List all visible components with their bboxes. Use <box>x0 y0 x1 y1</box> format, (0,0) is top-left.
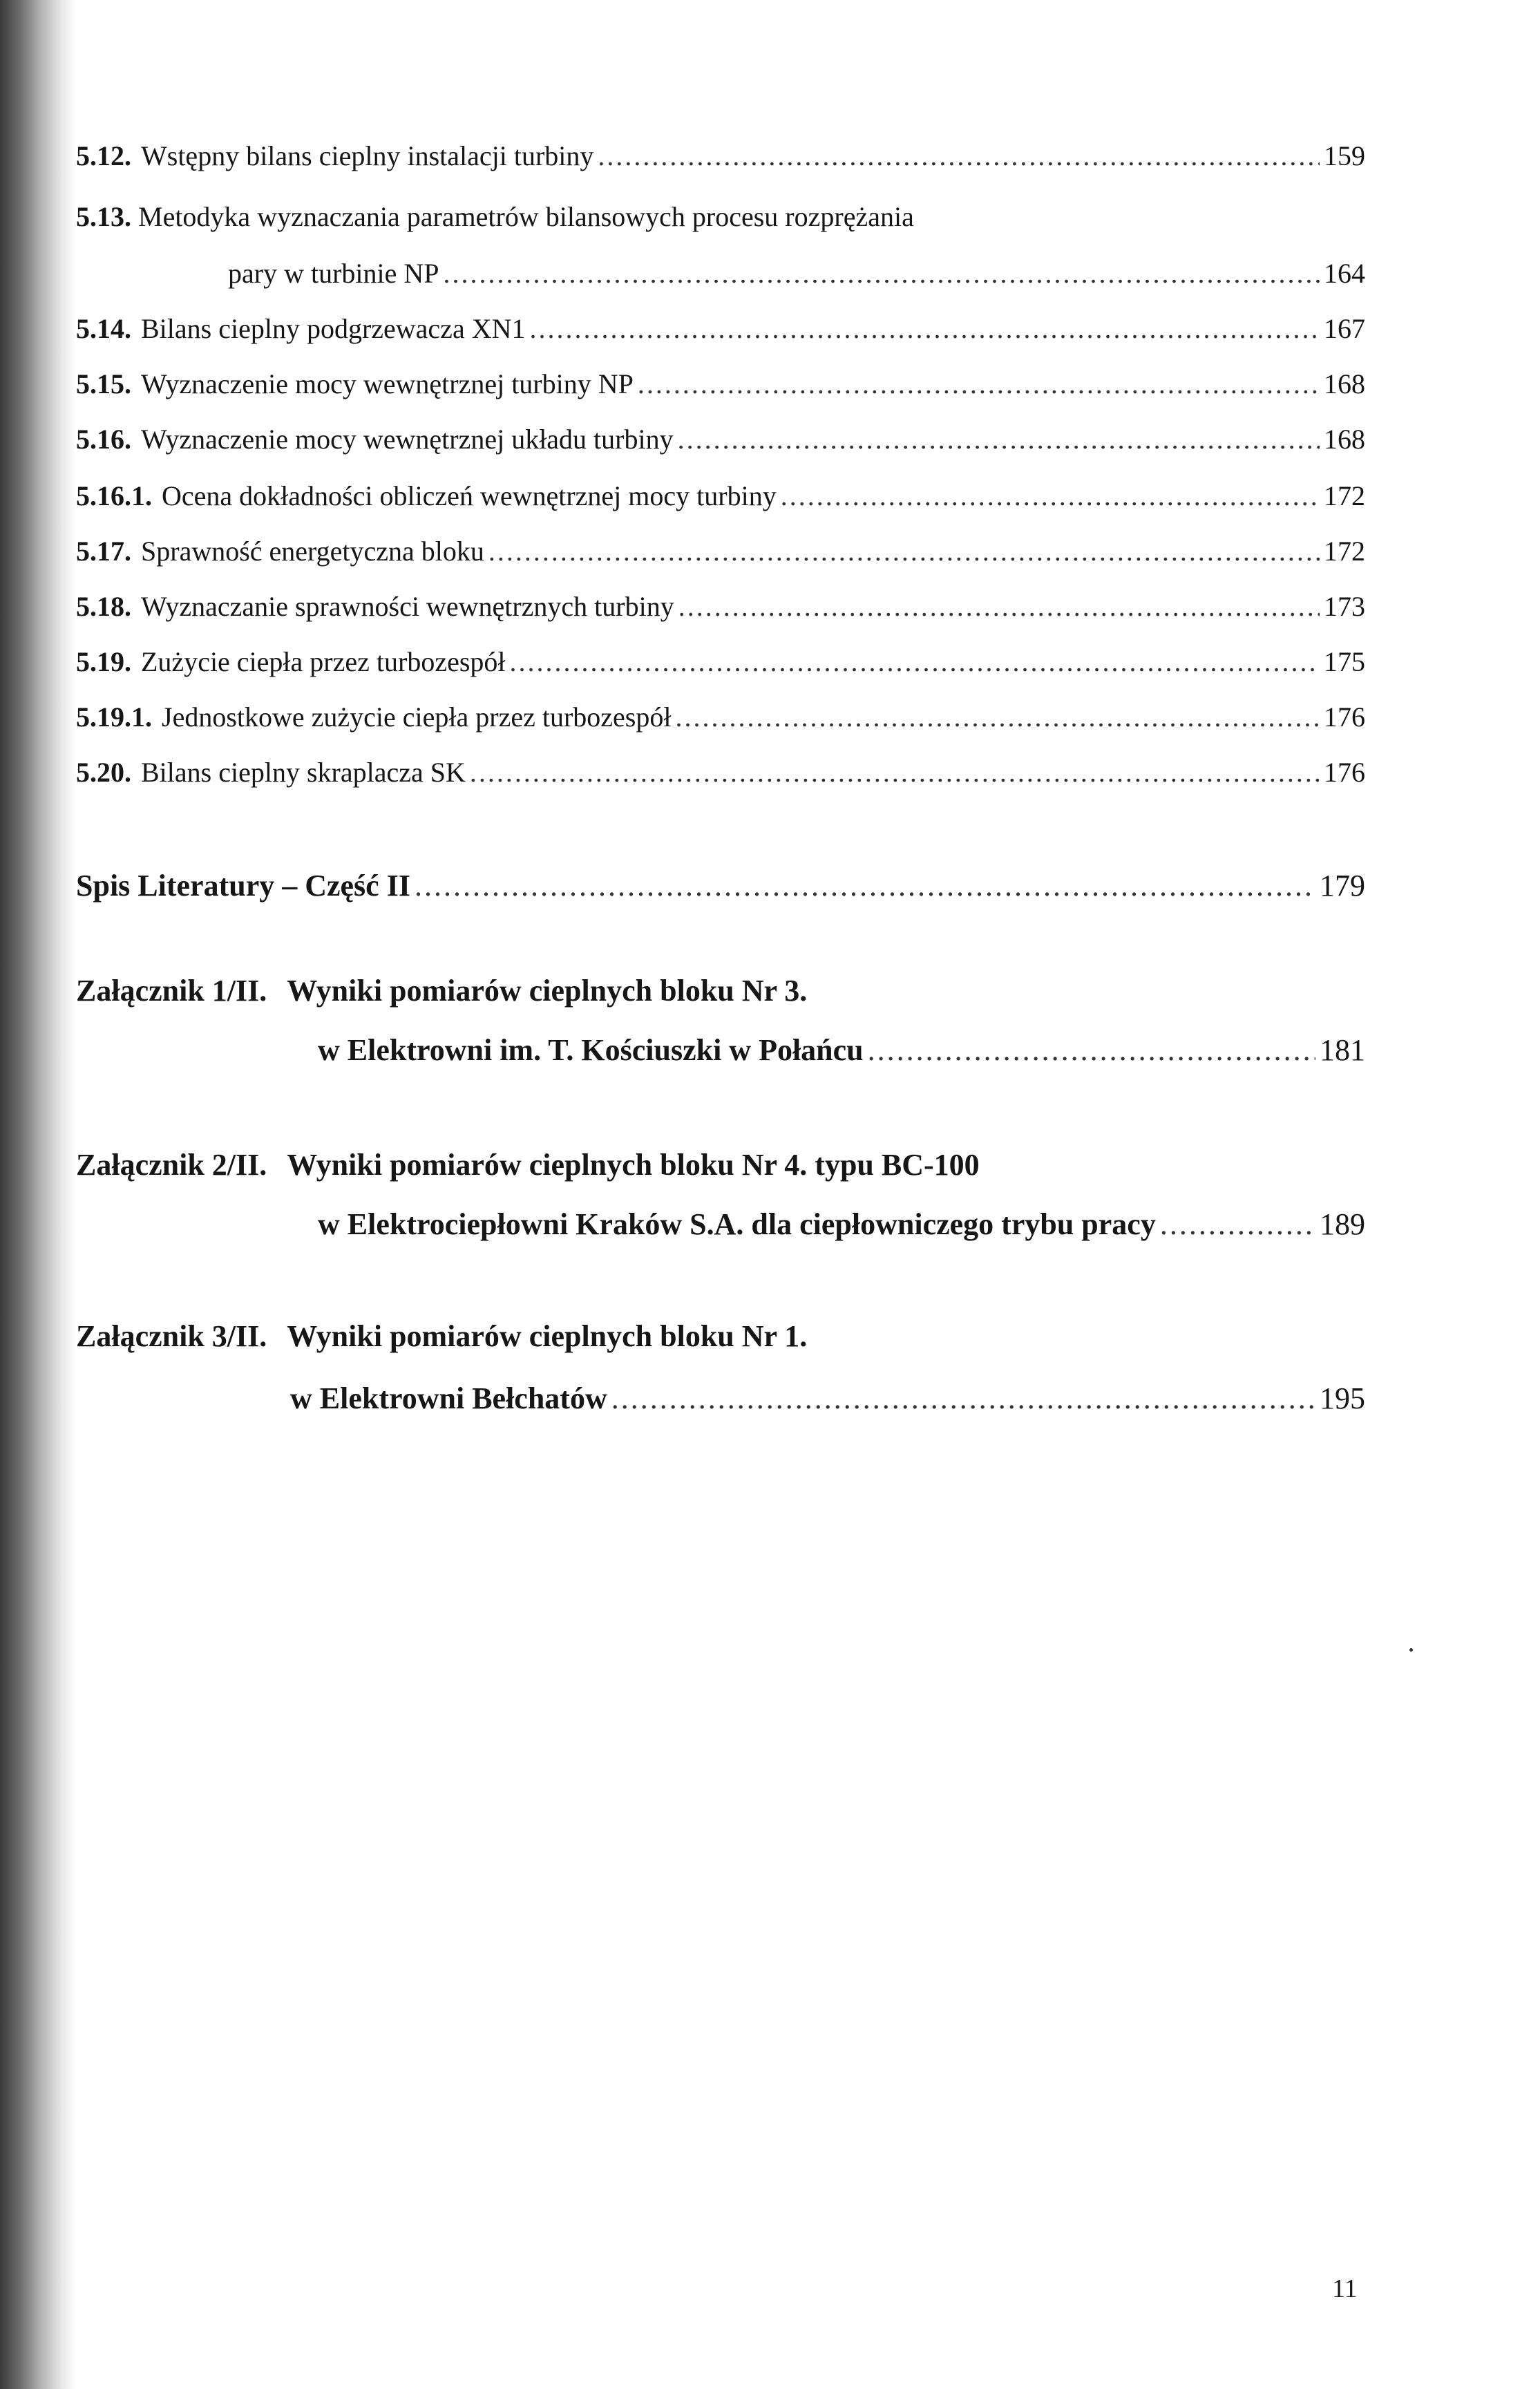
toc-entry-title: Metodyka wyznaczania parametrów bilansowych procesu rozprężania <box>138 201 914 232</box>
toc-entry-5-17 <box>76 533 1365 569</box>
toc-entry-page: 173 <box>1324 591 1365 622</box>
toc-entry-number: 5.16. <box>76 424 131 455</box>
appendix-title-line2: w Elektrociepłowni Kraków S.A. dla ciepłowniczego trybu pracy <box>318 1207 1156 1241</box>
toc-entry-title: Sprawność energetyczna bloku <box>141 536 484 567</box>
toc-entry-title: Ocena dokładności obliczeń wewnętrznej mocy turbiny <box>162 480 777 511</box>
toc-entry-5-18 <box>76 589 1365 625</box>
toc-entry-number: 5.17. <box>76 536 131 567</box>
toc-entry-title: Wyznaczenie mocy wewnętrznej turbiny NP <box>141 368 634 399</box>
literature-title: Spis Literatury – Część II <box>76 869 410 903</box>
toc-leader-dots <box>598 138 1320 174</box>
toc-entry-title: Zużycie ciepła przez turbozespół <box>141 646 506 677</box>
toc-entry-title: pary w turbinie NP <box>228 258 439 289</box>
toc-entry-page: 176 <box>1324 757 1365 788</box>
appendix-label: Załącznik 2/II. <box>76 1148 267 1182</box>
toc-leader-dots <box>611 1381 1315 1417</box>
toc-leader-dots <box>510 644 1320 680</box>
toc-entry-page: 181 <box>1320 1033 1365 1067</box>
toc-entry-title: Wstępny bilans cieplny instalacji turbiny <box>141 140 594 171</box>
appendix-3-heading <box>76 1319 807 1354</box>
toc-entry-number: 5.13. <box>76 201 131 232</box>
toc-entry-5-19 <box>76 644 1365 680</box>
appendix-2-heading <box>76 1147 980 1183</box>
toc-leader-dots <box>638 366 1320 402</box>
appendix-title: Wyniki pomiarów cieplnych bloku Nr 3. <box>287 974 808 1008</box>
toc-entry-page: 167 <box>1324 313 1365 344</box>
toc-entry-title: Bilans cieplny skraplacza SK <box>141 757 466 788</box>
appendix-label: Załącznik 3/II. <box>76 1319 267 1353</box>
toc-entry-5-14 <box>76 311 1365 347</box>
toc-leader-dots <box>1160 1207 1315 1243</box>
toc-entry-page: 172 <box>1324 536 1365 567</box>
toc-literature <box>76 868 1365 904</box>
toc-entry-5-20 <box>76 755 1365 791</box>
toc-entry-5-16 <box>76 422 1365 457</box>
appendix-title-line2: w Elektrowni Bełchatów <box>290 1381 607 1415</box>
toc-entry-title: Wyznaczanie sprawności wewnętrznych turbiny <box>141 591 674 622</box>
appendix-title: Wyniki pomiarów cieplnych bloku Nr 1. <box>287 1319 808 1353</box>
toc-leader-dots <box>868 1032 1315 1068</box>
toc-entry-5-13-continued <box>228 256 1365 292</box>
toc-entry-number: 5.18. <box>76 591 131 622</box>
toc-leader-dots <box>529 311 1320 347</box>
scan-speck <box>1409 1648 1413 1652</box>
toc-entry-page: 189 <box>1320 1207 1365 1241</box>
toc-leader-dots <box>781 478 1320 514</box>
toc-entry-title: Bilans cieplny podgrzewacza XN1 <box>141 313 526 344</box>
toc-entry-page: 179 <box>1320 869 1365 903</box>
toc-entry-page: 176 <box>1324 701 1365 733</box>
toc-entry-5-19-1 <box>76 699 1365 735</box>
toc-entry-page: 168 <box>1324 368 1365 399</box>
appendix-1-heading <box>76 973 807 1009</box>
toc-entry-page: 164 <box>1324 258 1365 289</box>
toc-entry-5-13 <box>76 199 914 235</box>
toc-entry-5-15 <box>76 366 1365 402</box>
toc-entry-number: 5.16.1. <box>76 480 152 511</box>
toc-entry-page: 168 <box>1324 424 1365 455</box>
toc-entry-page: 159 <box>1324 140 1365 171</box>
toc-leader-dots <box>678 589 1320 625</box>
toc-leader-dots <box>415 868 1315 904</box>
toc-leader-dots <box>488 533 1320 569</box>
toc-entry-number: 5.19.1. <box>76 701 152 733</box>
toc-entry-number: 5.20. <box>76 757 131 788</box>
toc-entry-page: 195 <box>1320 1381 1365 1415</box>
appendix-1-continued <box>318 1032 1365 1068</box>
toc-entry-page: 175 <box>1324 646 1365 677</box>
toc-entry-5-12 <box>76 138 1365 174</box>
toc-entry-page: 172 <box>1324 480 1365 511</box>
toc-entry-number: 5.19. <box>76 646 131 677</box>
toc-entry-title: Jednostkowe zużycie ciepła przez turbozespół <box>162 701 672 733</box>
toc-entry-5-16-1 <box>76 478 1365 514</box>
toc-leader-dots <box>470 755 1320 791</box>
toc-entry-number: 5.14. <box>76 313 131 344</box>
toc-leader-dots <box>675 699 1320 735</box>
scan-edge-shadow <box>0 0 76 2389</box>
appendix-label: Załącznik 1/II. <box>76 974 267 1008</box>
toc-entry-number: 5.15. <box>76 368 131 399</box>
toc-leader-dots <box>678 422 1320 457</box>
toc-entry-number: 5.12. <box>76 140 131 171</box>
toc-leader-dots <box>444 256 1320 292</box>
appendix-3-continued <box>290 1381 1365 1417</box>
toc-entry-title: Wyznaczenie mocy wewnętrznej układu turbiny <box>141 424 674 455</box>
appendix-title-line2: w Elektrowni im. T. Kościuszki w Połańcu <box>318 1033 864 1067</box>
appendix-title: Wyniki pomiarów cieplnych bloku Nr 4. typu BC-100 <box>287 1148 980 1182</box>
appendix-2-continued <box>318 1207 1365 1243</box>
page-number: 11 <box>1332 2274 1358 2303</box>
